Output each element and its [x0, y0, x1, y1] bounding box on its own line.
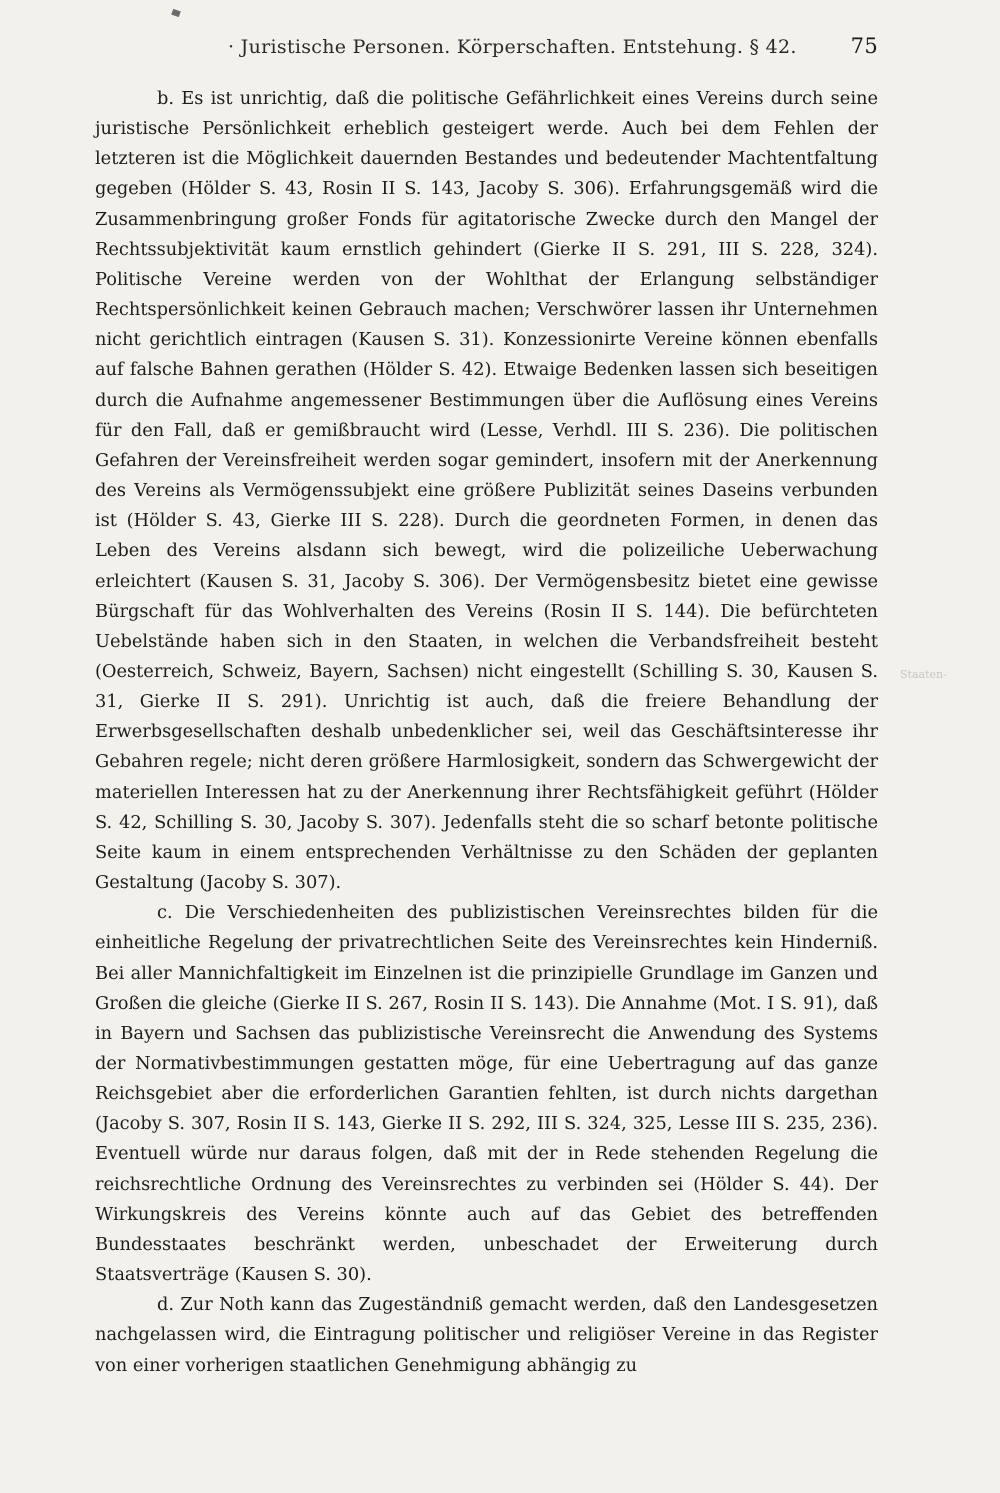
- paragraph-c: c. Die Verschiedenheiten des publizistischen Vereinsrechtes bilden für die einheitliche Regelung der privatrechtlichen Seite des Vereinsrechtes kein Hinderniß. Bei aller Mannichfaltigkeit im Einzelnen ist die prinzipielle Grundlage im Ganzen und Großen die gleiche (Gierke II S. 267, Rosin II S. 143). Die Annahme (Mot. I S. 91), daß in Bayern und Sachsen das publizistische Vereinsrecht die Anwendung des Systems der Normativbestimmungen gestatten möge, für eine Uebertragung auf das ganze Reichsgebiet aber die erforderlichen Garantien fehlten, ist durch nichts dargethan (Jacoby S. 307, Rosin II S. 143, Gierke II S. 292, III S. 324, 325, Lesse III S. 235, 236). Eventuell würde nur daraus folgen, daß mit der in Rede stehenden Regelung die reichsrechtliche Ordnung des Vereinsrechtes zu verbinden sei (Hölder S. 44). Der Wirkungskreis des Vereins könnte auch auf das Gebiet des betreffenden Bundesstaates beschränkt werden, unbeschadet der Erweiterung durch Staatsverträge (Kausen S. 30).: [95, 902, 878, 1286]
- body-text: [95, 84, 878, 1381]
- page-header: [95, 30, 878, 66]
- paragraph-d: d. Zur Noth kann das Zugeständniß gemacht werden, daß den Landesgesetzen nachgelassen wird, die Eintragung politischer und religiöser Vereine in das Register von einer vorherigen staatlichen Genehmigung abhängig zu: [95, 1294, 878, 1376]
- margin-note: Staaten-: [900, 668, 947, 681]
- ink-mark: [171, 9, 181, 17]
- running-title: · Juristische Personen. Körperschaften. Entstehung. § 42.: [228, 36, 797, 58]
- page-number: 75: [850, 34, 878, 58]
- paragraph-b: b. Es ist unrichtig, daß die politische Gefährlichkeit eines Vereins durch seine juristische Persönlichkeit erheblich gesteigert werde. Auch bei dem Fehlen der letzteren ist die Möglichkeit dauernden Bestandes und bedeutender Machtentfaltung gegeben (Hölder S. 43, Rosin II S. 143, Jacoby S. 306). Erfahrungsgemäß wird die Zusammenbringung großer Fonds für agitatorische Zwecke durch den Mangel der Rechtssubjektivität kaum ernstlich gehindert (Gierke II S. 291, III S. 228, 324). Politische Vereine werden von der Wohlthat der Erlangung selbständiger Rechtspersönlichkeit keinen Gebrauch machen; Verschwörer lassen ihr Unternehmen nicht gerichtlich eintragen (Kausen S. 31). Konzessionirte Vereine können ebenfalls auf falsche Bahnen gerathen (Hölder S. 42). Etwaige Bedenken lassen sich beseitigen durch die Aufnahme angemessener Bestimmungen über die Auflösung eines Vereins für den Fall, daß er gemißbraucht wird (Lesse, Verhdl. III S. 236). Die politischen Gefahren der Vereinsfreiheit werden sogar gemindert, insofern mit der Anerkennung des Vereins als Vermögenssubjekt eine größere Publizität seines Daseins verbunden ist (Hölder S. 43, Gierke III S. 228). Durch die geordneten Formen, in denen das Leben des Vereins alsdann sich bewegt, wird die polizeiliche Ueberwachung erleichtert (Kausen S. 31, Jacoby S. 306). Der Vermögensbesitz bietet eine gewisse Bürgschaft für das Wohlverhalten des Vereins (Rosin II S. 144). Die befürchteten Uebelstände haben sich in den Staaten, in welchen die Verbandsfreiheit besteht (Oesterreich, Schweiz, Bayern, Sachsen) nicht eingestellt (Schilling S. 30, Kausen S. 31, Gierke II S. 291). Unrichtig ist auch, daß die freiere Behandlung der Erwerbsgesellschaften deshalb unbedenklicher sei, weil das Geschäftsinteresse ihr Gebahren regele; nicht deren größere Harmlosigkeit, sondern das Schwergewicht der materiellen Interessen hat zu der Anerkennung ihrer Rechtsfähigkeit geführt (Hölder S. 42, Schilling S. 30, Jacoby S. 307). Jedenfalls steht die so scharf betonte politische Seite kaum in einem entsprechenden Verhältnisse zu den Schäden der geplanten Gestaltung (Jacoby S. 307).: [95, 88, 878, 894]
